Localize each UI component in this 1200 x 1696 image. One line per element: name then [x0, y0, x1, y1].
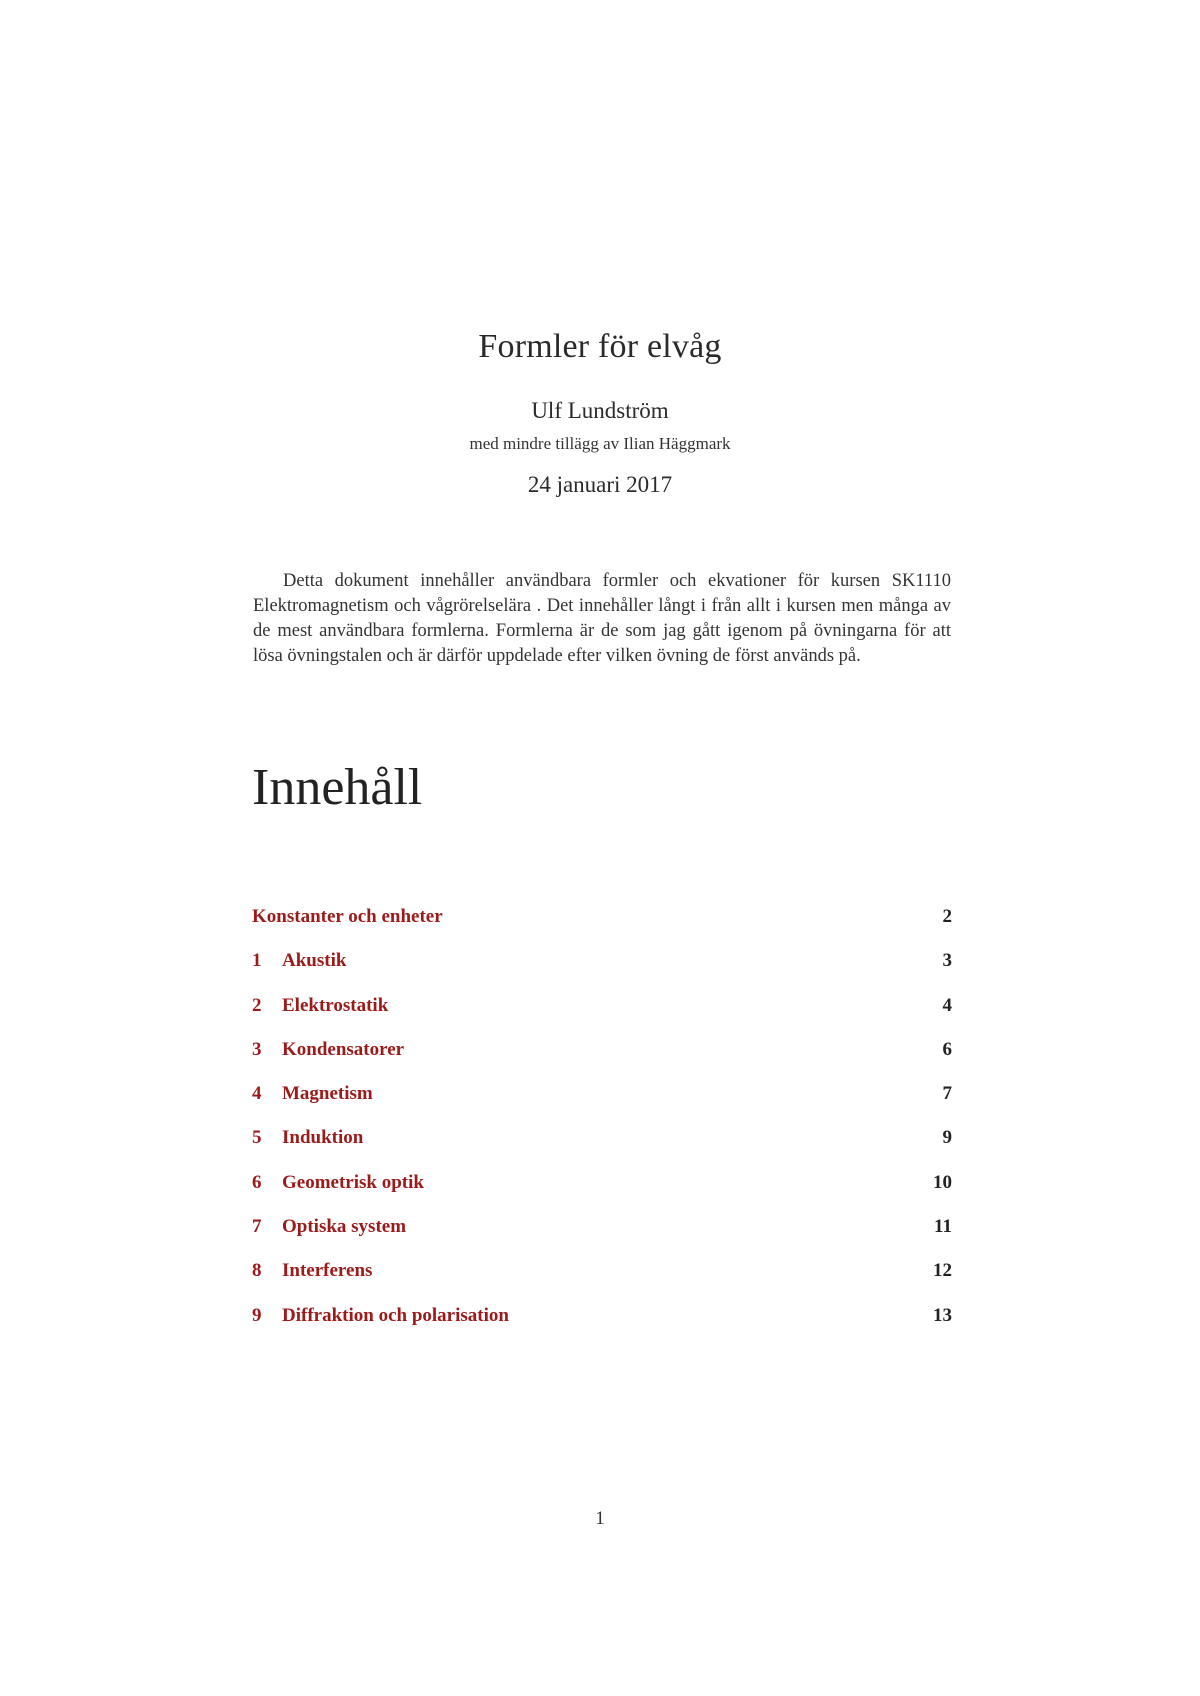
toc-entry-page: 10 [933, 1171, 952, 1193]
toc-entry-label[interactable]: Kondensatorer [282, 1038, 405, 1060]
toc-entry-diffraktion[interactable] [252, 1305, 952, 1349]
toc-entry-number[interactable]: 2 [252, 994, 262, 1016]
page-number: 1 [595, 1508, 605, 1529]
toc-entry-number[interactable]: 5 [252, 1127, 262, 1149]
toc-entry-konstanter[interactable] [252, 906, 952, 950]
toc-entry-number[interactable]: 7 [252, 1216, 262, 1238]
toc-entry-kondensatorer[interactable] [252, 1039, 952, 1083]
document-author: Ulf Lundström [531, 398, 669, 423]
toc-entry-label[interactable]: Elektrostatik [282, 994, 389, 1016]
toc-entry-elektrostatik[interactable] [252, 995, 952, 1039]
document-contributor: med mindre tillägg av Ilian Häggmark [469, 434, 731, 453]
toc-entry-label[interactable]: Geometrisk optik [282, 1171, 424, 1193]
toc-entry-number[interactable]: 1 [252, 950, 262, 972]
toc-entry-magnetism[interactable] [252, 1083, 952, 1127]
toc-entry-page: 13 [933, 1304, 952, 1326]
toc-entry-label[interactable]: Magnetism [282, 1083, 373, 1105]
toc-entry-number[interactable]: 6 [252, 1171, 262, 1193]
toc-entry-page: 7 [942, 1083, 952, 1105]
toc-entry-interferens[interactable] [252, 1260, 952, 1304]
toc-entry-label[interactable]: Induktion [282, 1127, 364, 1149]
toc-entry-number[interactable]: 8 [252, 1260, 262, 1282]
toc-entry-page: 12 [933, 1260, 952, 1282]
toc-entry-page: 11 [934, 1216, 952, 1238]
toc-entry-label[interactable]: Interferens [282, 1260, 373, 1282]
document-title: Formler för elvåg [478, 328, 722, 365]
toc-entry-label[interactable]: Optiska system [282, 1216, 407, 1238]
toc-entry-page: 2 [942, 906, 952, 927]
toc-entry-label[interactable]: Konstanter och enheter [252, 906, 443, 927]
toc-entry-number[interactable]: 9 [252, 1304, 262, 1326]
toc-entry-label[interactable]: Akustik [282, 950, 347, 972]
toc-entry-page: 6 [942, 1038, 952, 1060]
abstract-paragraph: Detta dokument innehåller användbara formler och ekvationer för kursen SK1110 Elektromagnetism och vågrörelselära . Det innehåller långt i från allt i kursen men många av de mest användbara formlerna. Formlerna är de som jag gått igenom på övningarna för att lösa övningstalen och är därför uppdelade efter vilken övning de först används på. [253, 570, 951, 666]
toc-entry-geometrisk-optik[interactable] [252, 1172, 952, 1216]
toc-entry-number[interactable]: 3 [252, 1038, 262, 1060]
toc-entry-page: 9 [942, 1127, 952, 1149]
toc-entry-optiska-system[interactable] [252, 1216, 952, 1260]
toc-entry-akustik[interactable] [252, 950, 952, 994]
document-date: 24 januari 2017 [527, 472, 673, 497]
table-of-contents [252, 906, 952, 1349]
toc-entry-label[interactable]: Diffraktion och polarisation [282, 1304, 509, 1326]
toc-entry-induktion[interactable] [252, 1127, 952, 1171]
toc-entry-page: 3 [942, 950, 952, 972]
toc-entry-number[interactable]: 4 [252, 1083, 262, 1105]
toc-heading: Innehåll [252, 759, 423, 816]
toc-entry-page: 4 [942, 994, 952, 1016]
